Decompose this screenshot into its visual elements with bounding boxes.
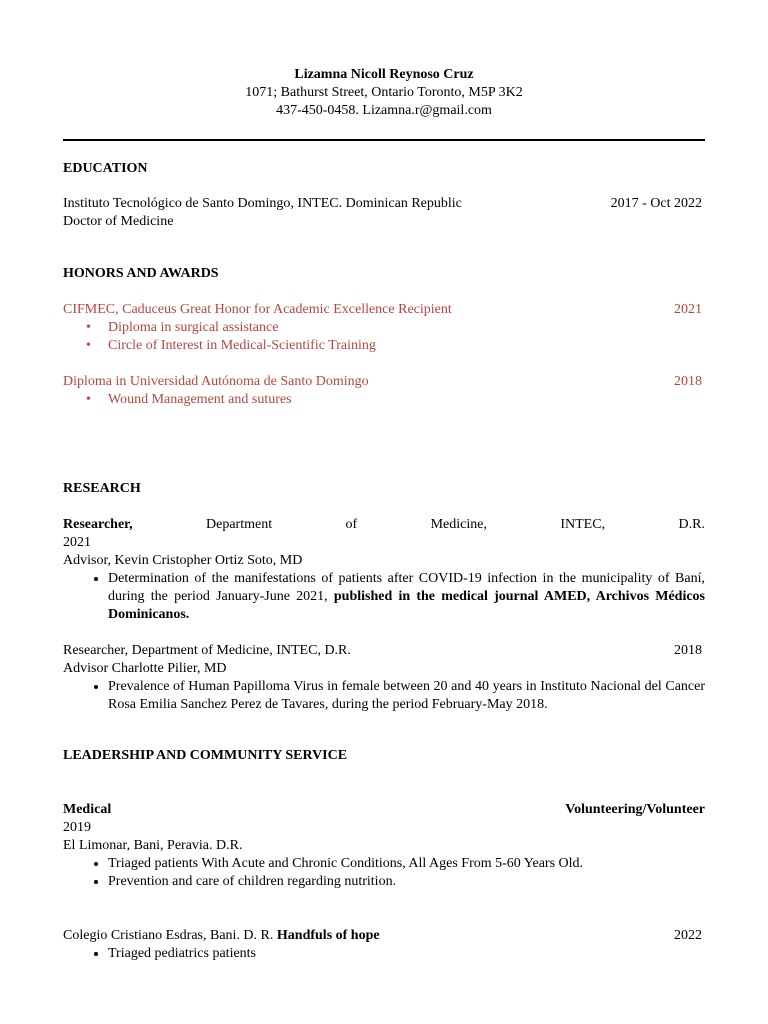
research-bullet-publication: published in the medical journal AMED, Archivos Médicos Dominicanos.: [108, 589, 705, 622]
honor-entry: [63, 373, 705, 409]
leadership-entry: [63, 801, 705, 891]
education-heading: EDUCATION: [63, 161, 148, 176]
leadership-year: 2022: [674, 928, 702, 943]
honor-name: CIFMEC, Caduceus Great Honor for Academic Excellence Recipient: [63, 302, 452, 317]
leadership-bullets: [63, 855, 705, 891]
research-year: 2021: [63, 535, 91, 550]
honor-year: 2021: [674, 302, 702, 317]
research-heading: RESEARCH: [63, 481, 141, 496]
leadership-org: Handfuls of hope: [276, 928, 380, 943]
list-item: • Triaged pediatrics patients: [108, 945, 705, 963]
research-entry: [63, 642, 705, 714]
candidate-name: Lizamna Nicoll Reynoso Cruz: [294, 67, 474, 82]
leadership-place: Colegio Cristiano Esdras, Bani. D. R.: [63, 928, 274, 943]
education-dates: 2017 - Oct 2022: [610, 196, 702, 211]
honor-entry: [63, 301, 705, 355]
list-item: [108, 570, 705, 624]
leadership-year: 2019: [63, 820, 91, 835]
research-word: Medicine,: [430, 517, 487, 532]
research-bullet-text: Determination of the manifestations of patients after COVID-19 infection in the municipality of Baní, during the period January-June 2021,: [108, 571, 705, 604]
leadership-type: Medical: [63, 802, 112, 817]
research-word: of: [345, 517, 358, 532]
honors-heading: HONORS AND AWARDS: [63, 266, 219, 281]
leadership-bullets: [63, 945, 705, 963]
resume-header: [63, 66, 705, 120]
education-entry: [63, 195, 705, 231]
research-word: Department: [206, 517, 273, 532]
research-entry: [63, 516, 705, 624]
research-bullets: [63, 570, 705, 624]
leadership-heading: LEADERSHIP AND COMMUNITY SERVICE: [63, 748, 348, 763]
education-degree: Doctor of Medicine: [63, 214, 174, 229]
honor-name: Diploma in Universidad Autónoma de Santo Domingo: [63, 374, 369, 389]
research-advisor: Advisor Charlotte Pilier, MD: [63, 661, 227, 676]
honor-bullets: [63, 319, 705, 355]
research-word: D.R.: [678, 517, 705, 532]
research-word: INTEC,: [560, 517, 606, 532]
research-role-line: [63, 516, 705, 534]
leadership-entry: [63, 927, 705, 963]
honor-bullets: [63, 391, 705, 409]
honor-year: 2018: [674, 374, 702, 389]
leadership-place: El Limonar, Bani, Peravia. D.R.: [63, 838, 243, 853]
list-item: • Circle of Interest in Medical-Scientific Training: [108, 337, 705, 355]
list-item: • Prevalence of Human Papilloma Virus in female between 20 and 40 years in Instituto Nacional del Cancer Rosa Emilia Sanchez Perez de Tavares, during the period February-May 2018.: [108, 678, 705, 714]
candidate-contact: 437-450-0458. Lizamna.r@gmail.com: [276, 103, 492, 118]
research-role: Researcher, Department of Medicine, INTEC, D.R.: [63, 643, 351, 658]
list-item: • Triaged patients With Acute and Chronic Conditions, All Ages From 5-60 Years Old.: [108, 855, 705, 873]
research-bullets: [63, 678, 705, 714]
list-item: • Prevention and care of children regarding nutrition.: [108, 873, 705, 891]
list-item: • Diploma in surgical assistance: [108, 319, 705, 337]
research-advisor: Advisor, Kevin Cristopher Ortiz Soto, MD: [63, 553, 303, 568]
candidate-address: 1071; Bathurst Street, Ontario Toronto, M5P 3K2: [245, 85, 523, 100]
education-school: Instituto Tecnológico de Santo Domingo, INTEC. Dominican Republic: [63, 196, 462, 211]
header-divider: [63, 139, 705, 141]
research-role: Researcher,: [63, 517, 133, 532]
resume-page: [63, 66, 705, 963]
list-item: • Wound Management and sutures: [108, 391, 705, 409]
research-year: 2018: [674, 643, 702, 658]
leadership-role: Volunteering/Volunteer: [565, 802, 705, 817]
